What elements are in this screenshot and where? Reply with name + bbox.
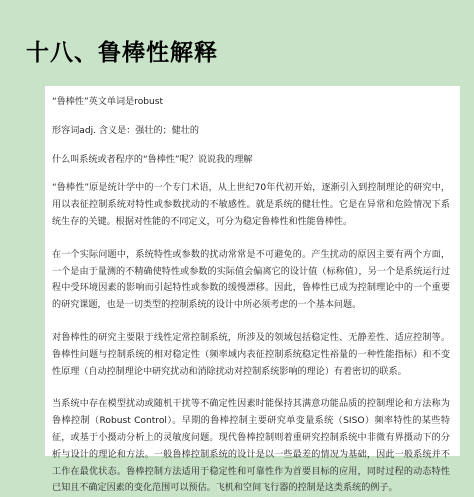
paragraph-robust-word: “鲁棒性”英文单词是robust <box>52 97 164 107</box>
paragraph-disturbance: 在一个实际问题中，系统特性或参数的扰动常常是不可避免的。产生扰动的原因主要有两个方面，一个是由于量测的不精确使特性或参数的实际值会偏离它的设计值（标称值），另一个是系统运行过程中受环境因素的影响而引起特性或参数的缓慢漂移。因此，鲁棒性已成为控制理论中的一个重要的研究课题，也是一切类型的控制系统的设计中所必须考虑的一个基本问题。 <box>52 249 450 311</box>
paragraph-question: 什么叫系统或者程序的“鲁棒性”呢？说说我的理解 <box>52 154 253 165</box>
paragraph-robust-control: 当系统中存在模型扰动或随机干扰等不确定性因素时能保持其满意功能品质的控制理论和方法称为鲁棒控制（Robust Control）。早期的鲁棒控制主要研究单变量系统（SISO）频率特性的某些特征，或基于小摄动分析上的灵敏度问题。现代鲁棒控制则着重研究控制系统中非微有界摄动下的分析与设计的理论和方法。一般鲁棒控制系统的设计是以一些最差的情况为基础，因此一般系统并不工作在最优状态。鲁棒控制方法适用于稳定性和可靠性作为首要目标的应用，同时过程的动态特性已知且不确定因素的变化范围可以预估。飞机和空间飞行器的控制是这类系统的例子。 <box>52 399 450 494</box>
document-page <box>44 86 460 494</box>
page-title: 十八、鲁棒性解释 <box>26 39 218 66</box>
paragraph-adjective: 形容词adj. 含义是：强壮的；健壮的 <box>52 125 199 136</box>
paragraph-research: 对鲁棒性的研究主要限于线性定常控制系统，所涉及的领域包括稳定性、无静差性、适应控制等。鲁棒性问题与控制系统的相对稳定性（频率域内表征控制系统稳定性裕量的一种性能指标）和不变性原理（自动控制理论中研究扰动和消除扰动对控制系统影响的理论）有着密切的联系。 <box>52 332 450 377</box>
paragraph-definition: “鲁棒性”原是统计学中的一个专门术语，从上世纪70年代初开始，逐渐引入到控制理论的研究中，用以表征控制系统对特性或参数扰动的不敏感性。就是系统的健壮性。它是在异常和危险情况下系统生存的关键。根据对性能的不同定义，可分为稳定鲁棒性和性能鲁棒性。 <box>52 183 450 227</box>
